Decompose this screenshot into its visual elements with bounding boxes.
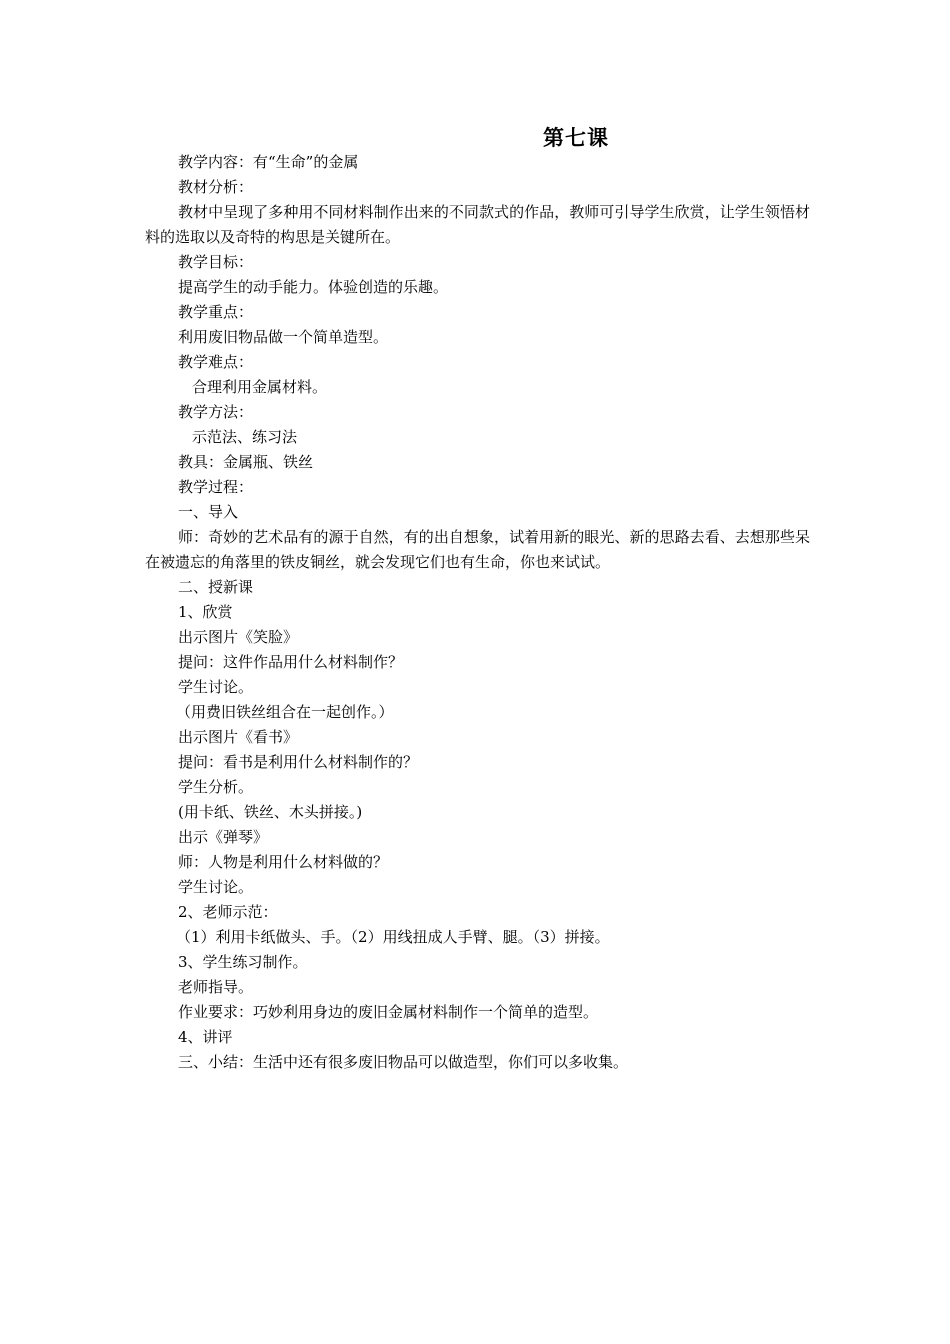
- teaching-difficulty-text: 合理利用金属材料。: [192, 378, 328, 396]
- show-picture-reading: 出示图片《看书》: [178, 728, 299, 746]
- intro-paragraph: 师：奇妙的艺术品有的源于自然，有的出自想象，试着用新的眼光、新的思路去看、去想那些呆在被遗忘的角落里的铁皮铜丝，就会发现它们也有生命，你也来试试。: [145, 528, 810, 571]
- material-analysis-paragraph: 教材中呈现了多种用不同材料制作出来的不同款式的作品，教师可引导学生欣赏，让学生领悟材料的选取以及奇特的构思是关键所在。: [145, 203, 810, 246]
- show-picture-smile: 出示图片《笑脸》: [178, 628, 299, 646]
- step-teacher-demo: 2、老师示范：: [178, 903, 278, 921]
- question-material-1: 提问：这件作品用什么材料制作？: [178, 653, 404, 671]
- teaching-difficulty-heading: 教学难点：: [178, 353, 254, 371]
- student-discussion-2: 学生讨论。: [178, 878, 254, 896]
- material-analysis-heading: 教材分析：: [178, 178, 254, 196]
- teaching-goal-heading: 教学目标：: [178, 253, 254, 271]
- teaching-focus-text: 利用废旧物品做一个简单造型。: [178, 328, 389, 346]
- homework-requirement: 作业要求：巧妙利用身边的废旧金属材料制作一个简单的造型。: [178, 1003, 599, 1021]
- teaching-content-line: 教学内容：有“生命”的金属: [178, 153, 359, 171]
- teaching-tools-line: 教具：金属瓶、铁丝: [178, 453, 314, 471]
- question-material-3: 师：人物是利用什么材料做的？: [178, 853, 389, 871]
- teaching-process-heading: 教学过程：: [178, 478, 254, 496]
- lesson-title: 第七课: [543, 125, 609, 150]
- section-new-lesson-heading: 二、授新课: [178, 578, 254, 596]
- step-appreciate: 1、欣赏: [178, 603, 233, 621]
- step-review: 4、讲评: [178, 1028, 233, 1046]
- step-student-practice: 3、学生练习制作。: [178, 953, 308, 971]
- lesson-body: [145, 150, 810, 1075]
- demo-steps: （1）利用卡纸做头、手。（2）用线扭成人手臂、腿。（3）拼接。: [176, 928, 610, 946]
- section-intro-heading: 一、导入: [178, 503, 239, 521]
- question-material-2: 提问：看书是利用什么材料制作的？: [178, 753, 419, 771]
- teaching-focus-heading: 教学重点：: [178, 303, 254, 321]
- teaching-goal-text: 提高学生的动手能力。体验创造的乐趣。: [178, 278, 449, 296]
- teaching-method-text: 示范法、练习法: [192, 428, 298, 446]
- answer-2: (用卡纸、铁丝、木头拼接。): [178, 803, 363, 821]
- student-analysis: 学生分析。: [178, 778, 254, 796]
- student-discussion-1: 学生讨论。: [178, 678, 254, 696]
- teacher-guidance: 老师指导。: [178, 978, 254, 996]
- answer-1: （用费旧铁丝组合在一起创作。）: [176, 703, 394, 721]
- show-picture-piano: 出示《弹琴》: [178, 828, 269, 846]
- section-summary: 三、小结：生活中还有很多废旧物品可以做造型，你们可以多收集。: [178, 1053, 629, 1071]
- teaching-method-heading: 教学方法：: [178, 403, 254, 421]
